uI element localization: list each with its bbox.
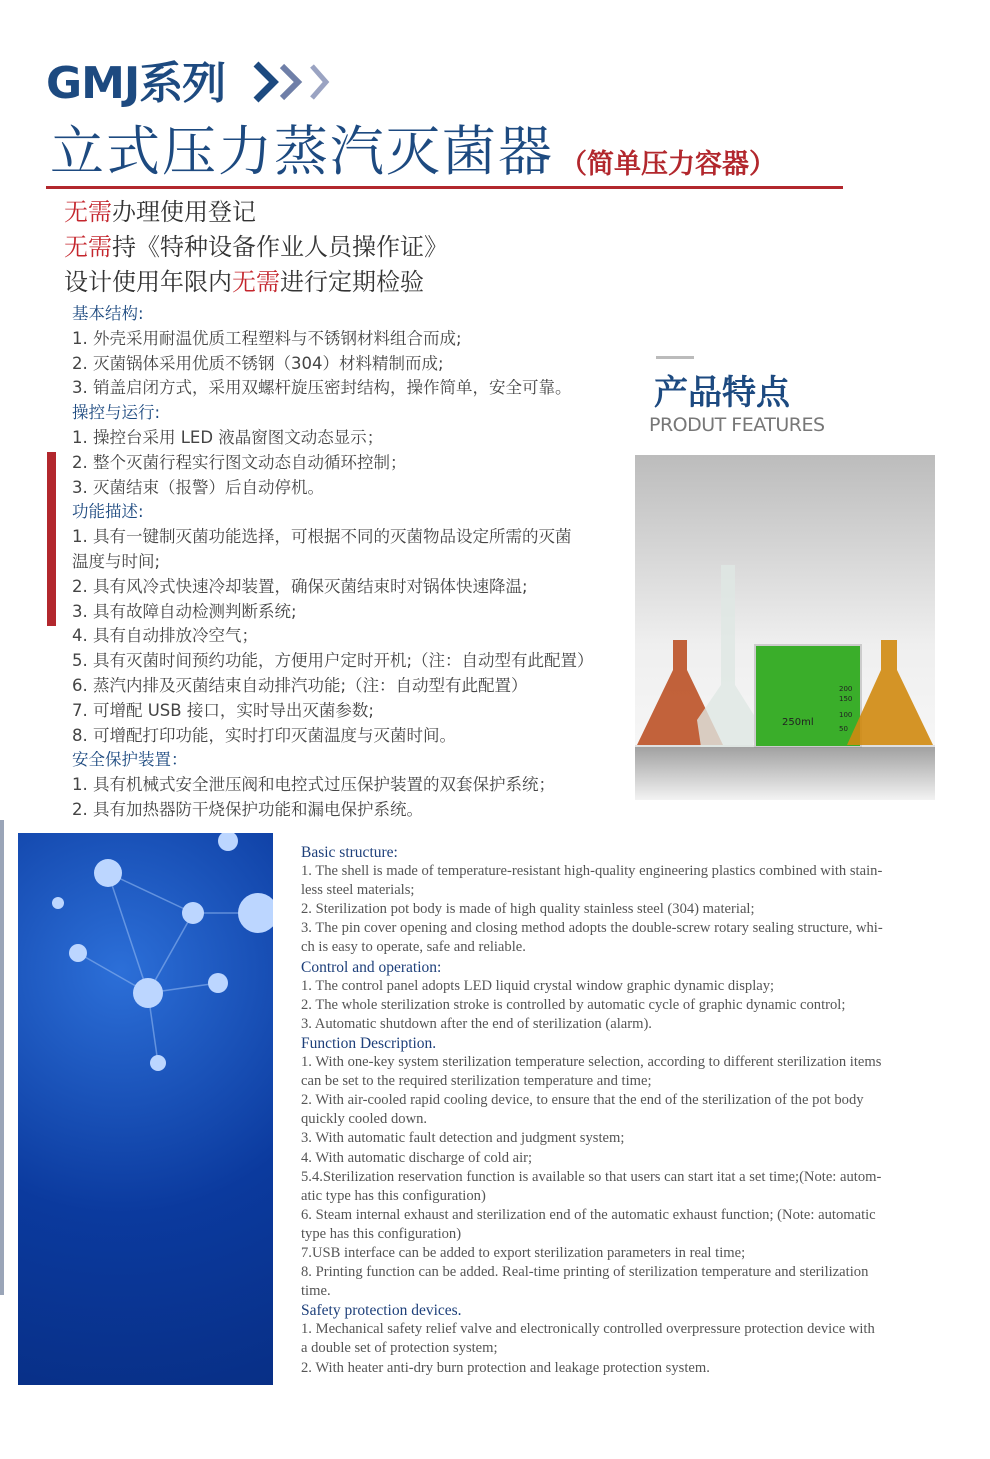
spec-line: 1. 具有一键制灭菌功能选择，可根据不同的灭菌物品设定所需的灭菌 xyxy=(72,527,572,547)
molecule-illustration xyxy=(18,833,273,1385)
features-heading-en: PRODUT FEATURES xyxy=(649,414,825,436)
claim: 设计使用年限内无需进行定期检验 xyxy=(64,268,424,296)
product-subtitle: （简单压力容器） xyxy=(560,149,776,180)
spec-line: atic type has this configuration) xyxy=(301,1187,486,1204)
spec-line: 6. 蒸汽内排及灭菌结束自动排汽功能;（注：自动型有此配置） xyxy=(72,675,528,695)
spec-line: ch is easy to operate, safe and reliable. xyxy=(301,939,526,956)
heading-accent-line xyxy=(656,356,694,359)
spec-line: 2. With air-cooled rapid cooling device, to ensure that the end of the sterilization of the pot body xyxy=(301,1092,864,1109)
spec-line: 1. 具有机械式安全泄压阀和电控式过压保护装置的双套保护系统； xyxy=(72,775,555,795)
spec-line: time. xyxy=(301,1283,331,1300)
spec-line: 2. 具有风冷式快速冷却装置，确保灭菌结束时对锅体快速降温; xyxy=(72,576,528,596)
spec-line: type has this configuration) xyxy=(301,1225,462,1242)
section-heading: 安全保护装置： xyxy=(72,750,188,770)
spec-line: 3. 灭菌结束（报警）后自动停机。 xyxy=(72,477,324,497)
spec-line: can be set to the required sterilization temperature and time; xyxy=(301,1073,652,1090)
spec-line: a double set of protection system; xyxy=(301,1340,498,1357)
spec-line: 8. Printing function can be added. Real-time printing of sterilization temperature and sterilization xyxy=(301,1264,869,1281)
product-title: 立式压力蒸汽灭菌器 xyxy=(50,120,554,183)
glassware-illustration xyxy=(635,455,935,800)
spec-line: quickly cooled down. xyxy=(301,1111,428,1128)
spec-line: 温度与时间; xyxy=(72,551,161,571)
spec-line: 2. 具有加热器防干烧保护功能和漏电保护系统。 xyxy=(72,799,423,819)
section-heading: 功能描述: xyxy=(72,502,144,522)
spec-line: 1. Mechanical safety relief valve and electronically controlled overpressure protection device with xyxy=(301,1321,875,1338)
spec-line: 3. 具有故障自动检测判断系统; xyxy=(72,601,297,621)
spec-line: 1. The shell is made of temperature-resistant high-quality engineering plastics combined with stain- xyxy=(301,863,883,880)
spec-line: 4. 具有自动排放冷空气； xyxy=(72,626,258,646)
spec-line: 3. With automatic fault detection and judgment system; xyxy=(301,1130,625,1147)
edge-strip xyxy=(0,820,4,1295)
spec-line: 6. Steam internal exhaust and sterilization end of the automatic exhaust function; (Note: automatic xyxy=(301,1206,876,1223)
spec-line: 5.4.Sterilization reservation function is available so that users can start itat a set time;(Note: autom- xyxy=(301,1168,882,1185)
spec-line: 2. With heater anti-dry burn protection and leakage protection system. xyxy=(301,1359,710,1376)
claim: 无需办理使用登记 xyxy=(64,198,256,226)
spec-line: 3. 销盖启闭方式，采用双螺杆旋压密封结构，操作简单，安全可靠。 xyxy=(72,378,572,398)
lab-glassware-photo xyxy=(635,455,935,800)
spec-line: 7. 可增配 USB 接口，实时导出灭菌参数; xyxy=(72,700,374,720)
spec-line: 2. 灭菌锅体采用优质不锈钢（304）材料精制而成; xyxy=(72,353,444,373)
english-spec-list xyxy=(301,843,946,1378)
svg-text:100: 100 xyxy=(839,711,853,719)
spec-line: 3. Automatic shutdown after the end of sterilization (alarm). xyxy=(301,1015,652,1032)
section-heading: Basic structure: xyxy=(301,844,398,861)
title-divider xyxy=(46,186,843,189)
spec-line: less steel materials; xyxy=(301,882,415,899)
section-heading: 基本结构: xyxy=(72,304,144,323)
section-heading: Safety protection devices. xyxy=(301,1302,462,1320)
spec-line: 5. 具有灭菌时间预约功能，方便用户定时开机;（注：自动型有此配置） xyxy=(72,651,594,671)
spec-line: 2. The whole sterilization stroke is controlled by automatic cycle of graphic dynamic control; xyxy=(301,996,846,1013)
section-heading: Control and operation: xyxy=(301,958,442,976)
spec-line: 8. 可增配打印功能，实时打印灭菌温度与灭菌时间。 xyxy=(72,725,456,745)
series-title: GMJ系列 xyxy=(46,58,226,109)
spec-line: 1. The control panel adopts LED liquid crystal window graphic dynamic display; xyxy=(301,977,775,994)
chevron-arrows-icon xyxy=(252,60,342,104)
accent-bar xyxy=(47,452,56,626)
spec-line: 1. 外壳采用耐温优质工程塑料与不锈钢材料组合而成; xyxy=(72,328,462,348)
spec-line: 2. Sterilization pot body is made of high quality stainless steel (304) material; xyxy=(301,901,755,918)
spec-line: 1. With one-key system sterilization temperature selection, according to different sterilization items xyxy=(301,1054,882,1071)
svg-text:50: 50 xyxy=(839,725,848,733)
section-heading: 操控与运行: xyxy=(72,403,161,423)
spec-line: 2. 整个灭菌行程实行图文动态自动循环控制； xyxy=(72,452,407,472)
svg-text:250ml: 250ml xyxy=(782,717,814,728)
claim: 无需持《特种设备作业人员操作证》 xyxy=(64,233,448,261)
spec-line: 4. With automatic discharge of cold air; xyxy=(301,1149,533,1166)
svg-text:200: 200 xyxy=(839,685,853,693)
chinese-spec-list xyxy=(72,302,632,823)
spec-line: 3. The pin cover opening and closing method adopts the double-screw rotary sealing structure, whi- xyxy=(301,920,883,937)
features-heading: 产品特点 xyxy=(654,373,790,413)
section-heading: Function Description. xyxy=(301,1034,437,1052)
svg-text:150: 150 xyxy=(839,695,853,703)
spec-line: 7.USB interface can be added to export sterilization parameters in real time; xyxy=(301,1244,746,1261)
spec-line: 1. 操控台采用 LED 液晶窗图文动态显示； xyxy=(72,427,384,447)
molecule-graphic xyxy=(18,833,273,1385)
